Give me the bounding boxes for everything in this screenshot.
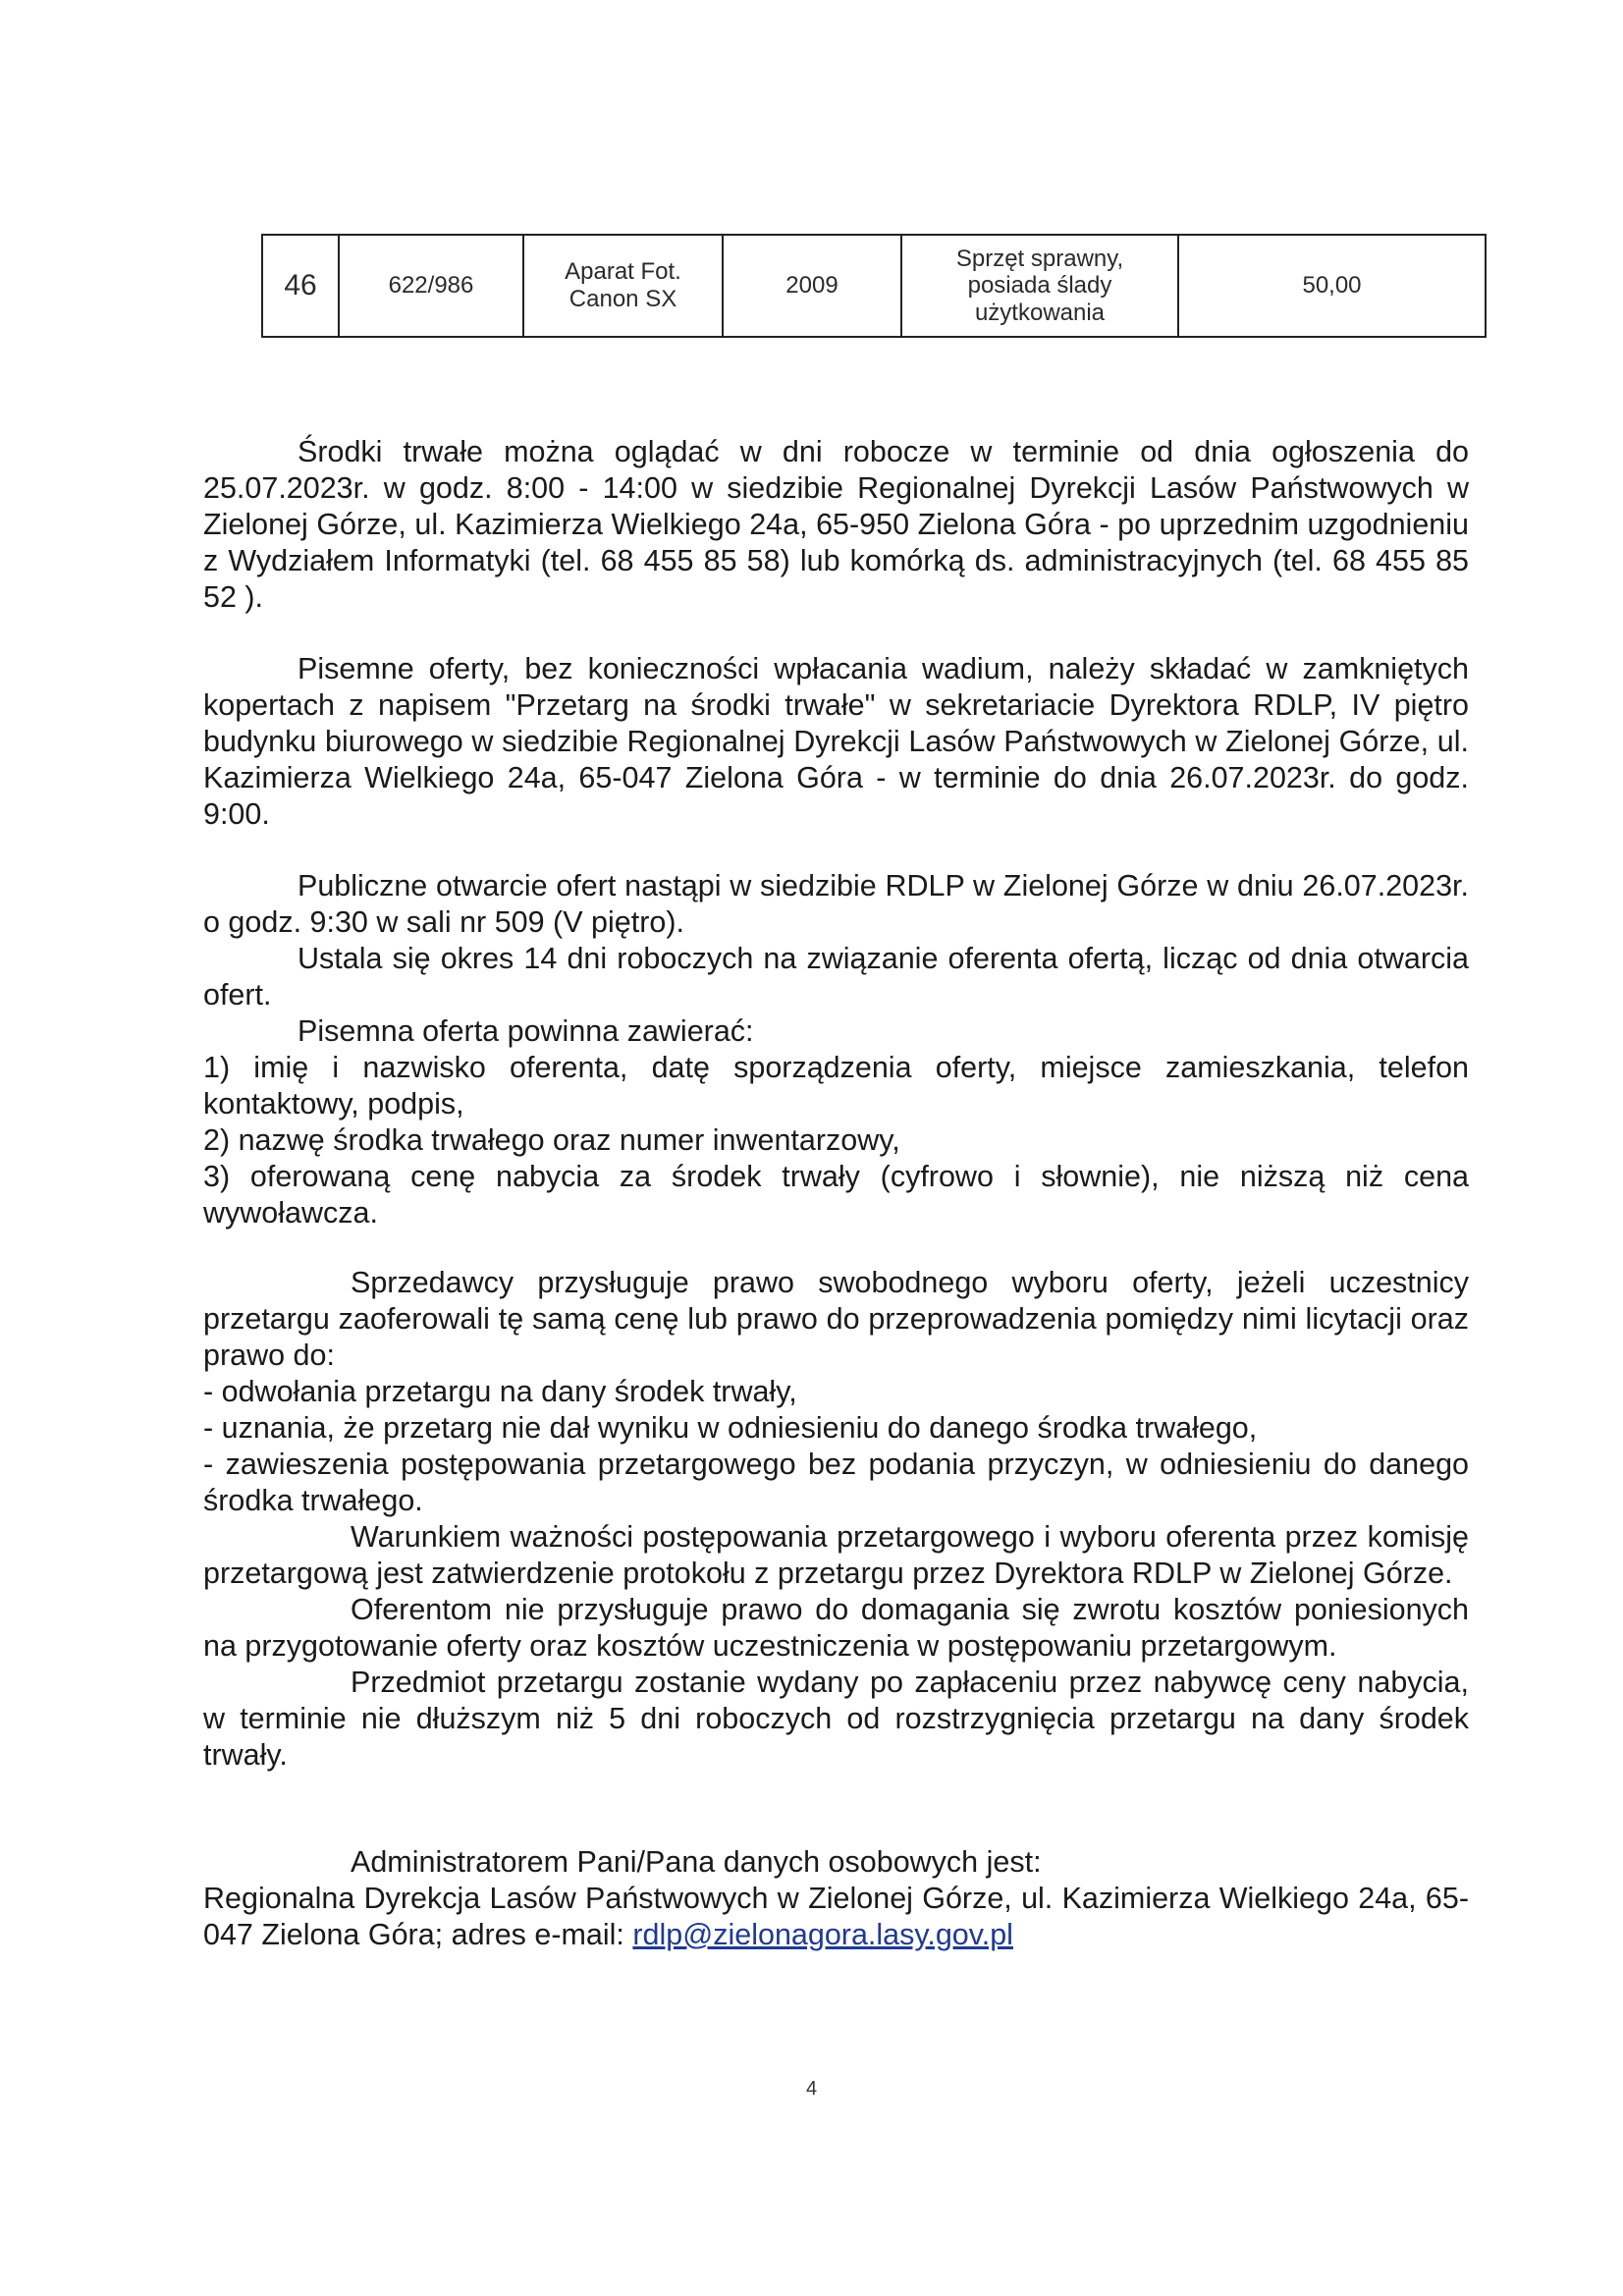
paragraph-costs: Oferentom nie przysługuje prawo do domagania się zwrotu kosztów poniesionych na przygotowanie oferty oraz kosztów uczestniczenia w postępowaniu przetargowym. [203,1593,1469,1663]
condition-line: posiada ślady [967,272,1112,300]
data-controller-address: Regionalna Dyrekcja Lasów Państwowych w Zielonej Górze, ul. Kazimierza Wielkiego 24a, 65-047 Zielona Góra; adres e-mail: [203,1882,1469,1951]
seller-rights-item-3: - zawieszenia postępowania przetargowego bez podania przyczyn, w odniesieniu do danego środka trwałego. [203,1448,1469,1517]
email-link[interactable]: rdlp@zielonagora.lasy.gov.pl [632,1918,1013,1951]
paragraph-viewing: Środki trwałe można oglądać w dni robocze w terminie od dnia ogłoszenia do 25.07.2023r. w godz. 8:00 - 14:00 w siedzibie Regionalnej Dyrekcji Lasów Państwowych w Zielonej Górze, ul. Kazimierza Wielkiego 24a, 65-950 Zielona Góra - po uprzednim uzgodnieniu z Wydziałem Informatyki (tel. 68 455 85 58) lub komórką ds. administracyjnych (tel. 68 455 85 52 ). [203,435,1469,614]
offer-contents-item-1: 1) imię i nazwisko oferenta, datę sporządzenia oferty, miejsce zamieszkania, telefon kontaktowy, podpis, [203,1051,1469,1121]
cell-condition [901,235,1178,337]
paragraph-opening: Publiczne otwarcie ofert nastąpi w siedzibie RDLP w Zielonej Górze w dniu 26.07.2023r. o godz. 9:30 w sali nr 509 (V piętro). [203,869,1469,939]
asset-table [261,234,1487,338]
asset-name-line: Canon SX [568,286,677,312]
offer-contents-item-3: 3) oferowaną cenę nabycia za środek trwały (cyfrowo i słownie), nie niższą niż cena wywoławcza. [203,1160,1469,1230]
paragraph-offer-contents-intro: Pisemna oferta powinna zawierać: [298,1014,754,1048]
paragraph-validity: Warunkiem ważności postępowania przetargowego i wyboru oferenta przez komisję przetargową jest zatwierdzenie protokołu z przetargu przez Dyrektora RDLP w Zielonej Górze. [203,1520,1469,1590]
condition-line: Sprzęt sprawny, [955,245,1124,272]
paragraph-binding-period: Ustala się okres 14 dni roboczych na związanie oferenta ofertą, licząc od dnia otwarcia ofert. [203,942,1469,1011]
paragraph-handover: Przedmiot przetargu zostanie wydany po zapłaceniu przez nabywcę ceny nabycia, w terminie nie dłuższym niż 5 dni roboczych od rozstrzygnięcia przetargu na dany środek trwały. [203,1666,1469,1772]
cell-number: 46 [262,235,339,337]
cell-year: 2009 [723,235,901,337]
seller-rights-item-2: - uznania, że przetarg nie dał wyniku w odniesieniu do danego środka trwałego, [203,1411,1258,1445]
asset-name-line: Aparat Fot. [565,258,681,286]
paragraph-offers: Pisemne oferty, bez konieczności wpłacania wadium, należy składać w zamkniętych kopertach z napisem "Przetarg na środki trwałe" w sekretariacie Dyrektora RDLP, IV piętro budynku biurowego w siedzibie Regionalnej Dyrekcji Lasów Państwowych w Zielonej Górze, ul. Kazimierza Wielkiego 24a, 65-047 Zielona Góra - w terminie do dnia 26.07.2023r. do godz. 9:00. [203,652,1469,831]
cell-asset-name [523,235,723,337]
cell-inventory-number: 622/986 [339,235,523,337]
offer-contents-item-2: 2) nazwę środka trwałego oraz numer inwentarzowy, [203,1123,900,1157]
seller-rights-item-1: - odwołania przetargu na dany środek trwały, [203,1375,797,1408]
paragraph-seller-rights: Sprzedawcy przysługuje prawo swobodnego wyboru oferty, jeżeli uczestnicy przetargu zaoferowali tę samą cenę lub prawo do przeprowadzenia pomiędzy nimi licytacji oraz prawo do: [203,1266,1469,1372]
announcement-body [203,434,1469,1953]
table-row [262,235,1486,337]
paragraph-data-controller-intro: Administratorem Pani/Pana danych osobowych jest: [351,1845,1042,1879]
condition-line: użytkowania [974,299,1106,326]
cell-price: 50,00 [1178,235,1486,337]
page-number: 4 [805,2078,818,2100]
paragraph-data-controller [203,1881,1469,1953]
